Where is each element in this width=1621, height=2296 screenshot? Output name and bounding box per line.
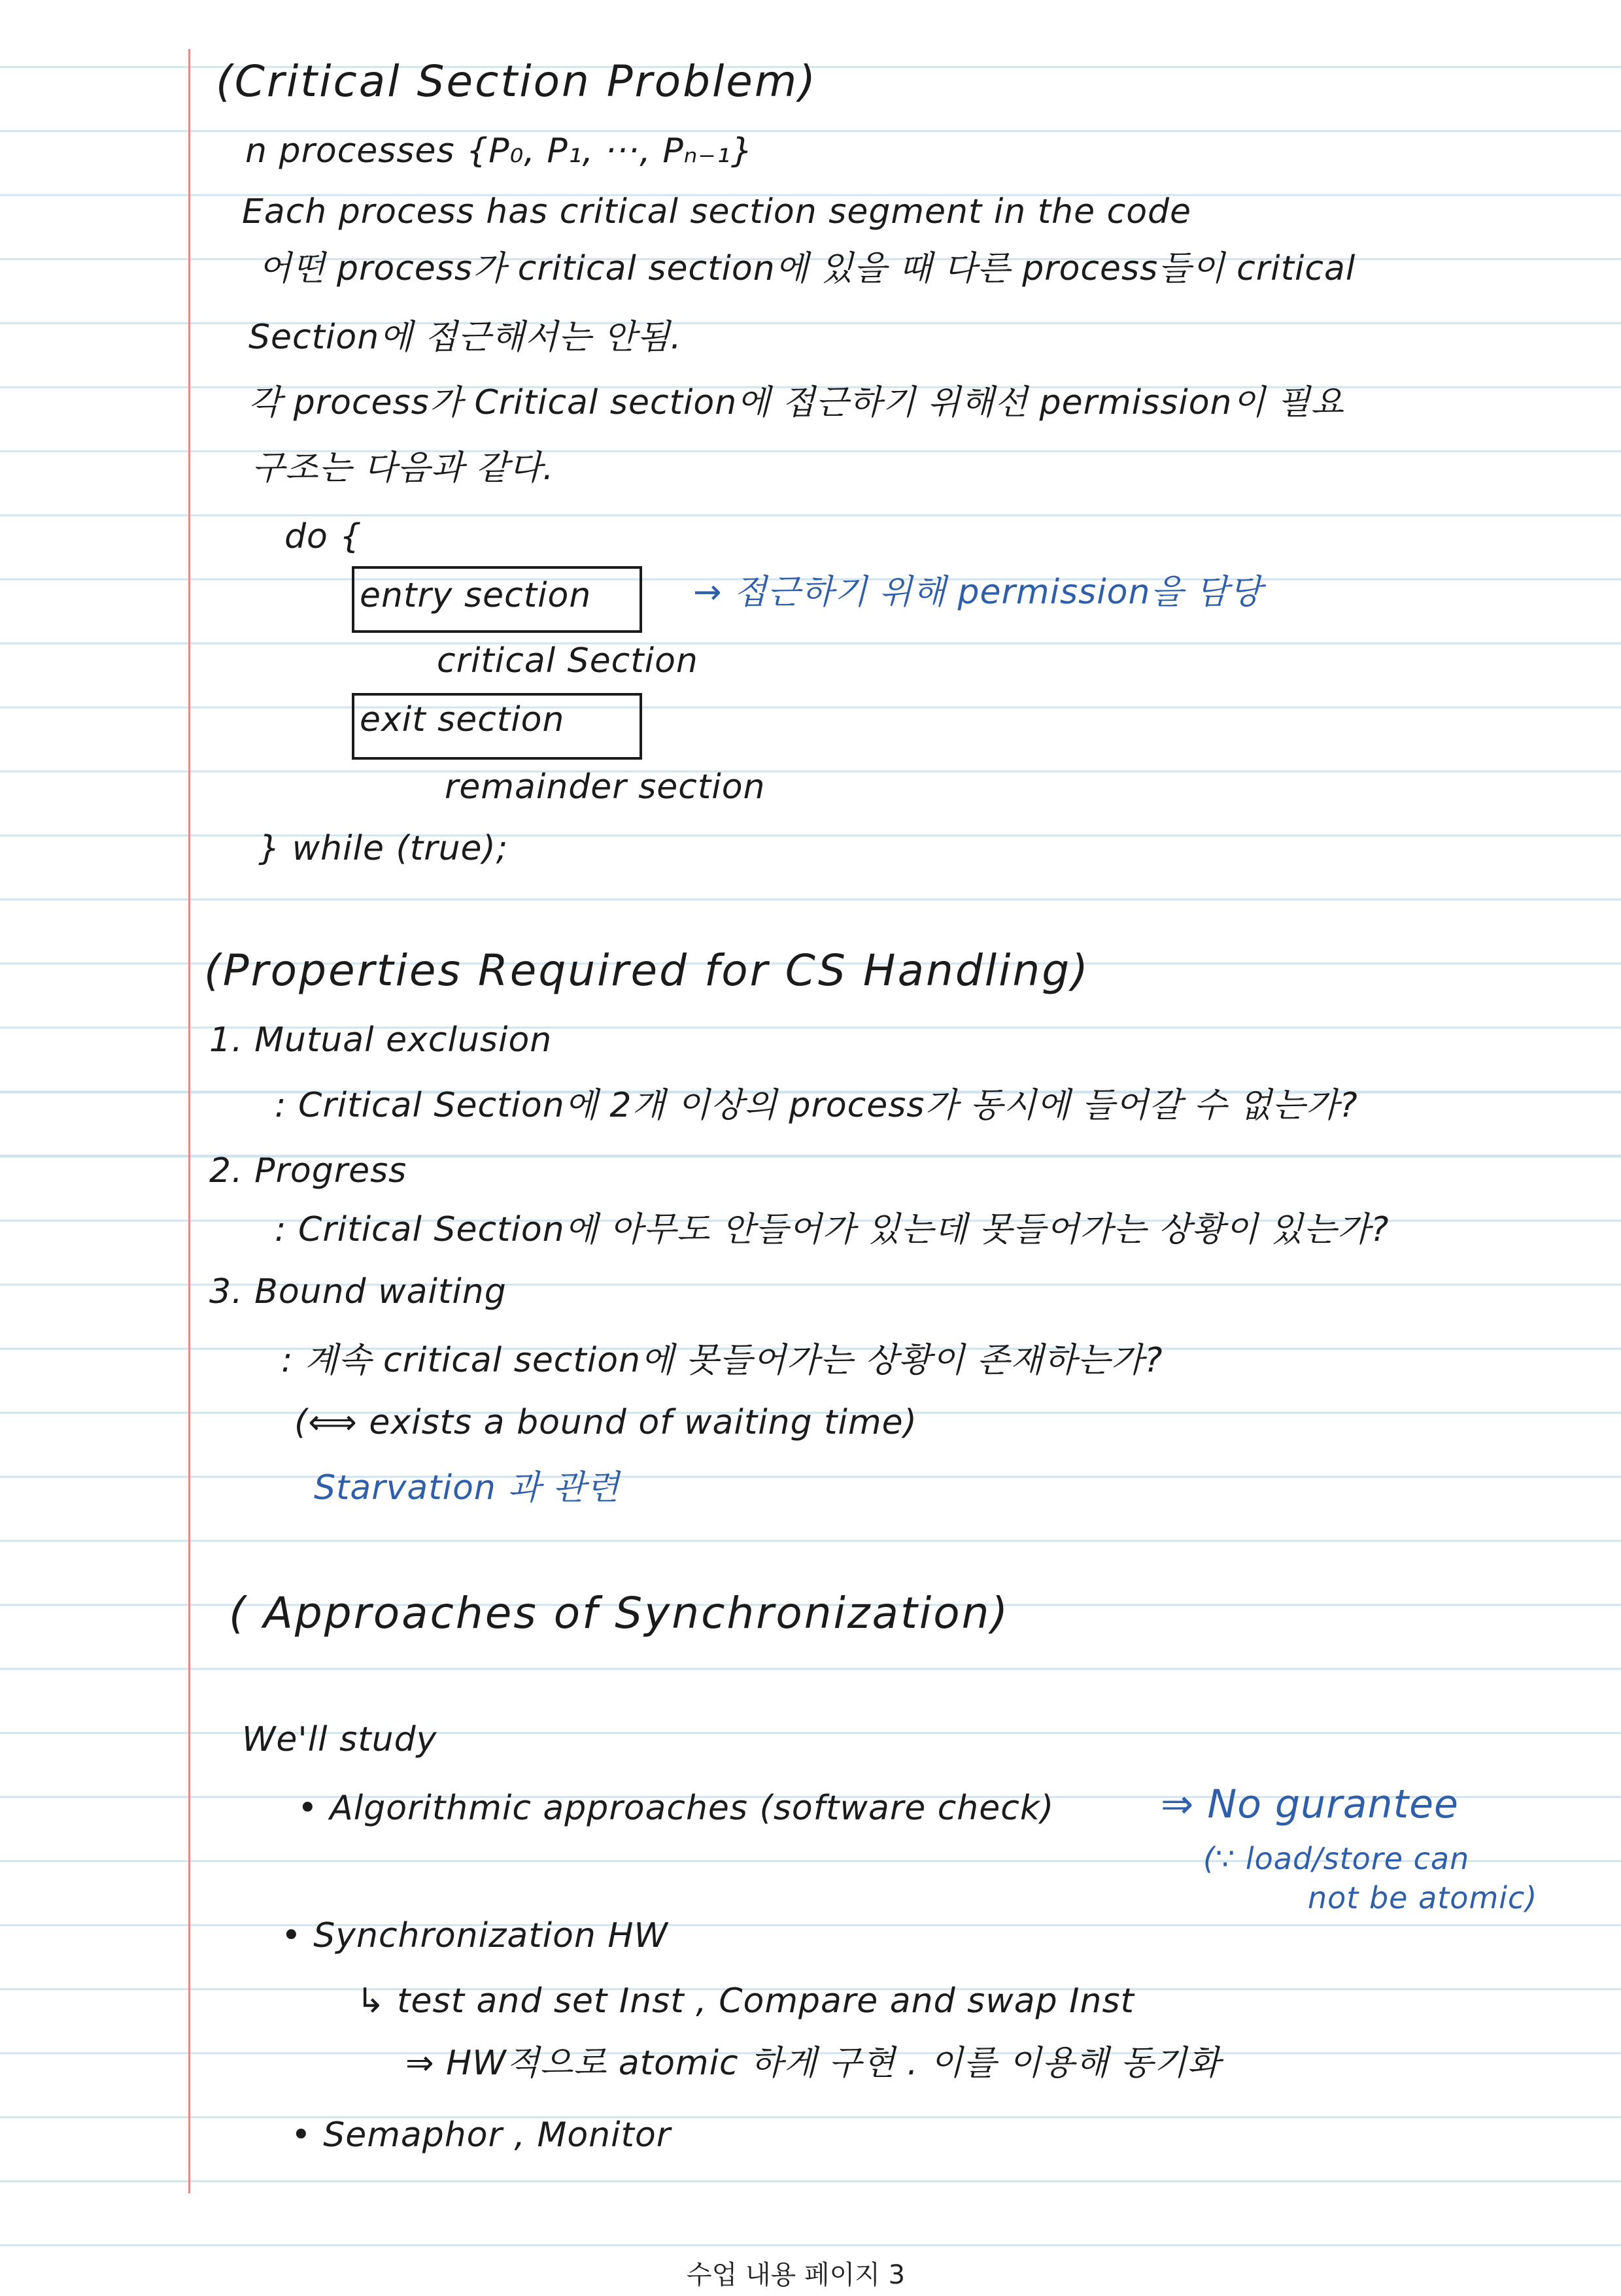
list-item-desc: : Critical Section에 2개 이상의 process가 동시에 들어갈 수 없는가? (275, 1086, 1358, 1125)
bullet-subitem: ⇒ HW적으로 atomic 하게 구현 . 이를 이용해 동기화 (405, 2044, 1221, 2083)
code-line: } while (true); (258, 829, 509, 868)
bullet-annotation: not be atomic) (1308, 1880, 1538, 1916)
bullet-subitem: ↳ test and set Inst , Compare and swap Inst (356, 1982, 1135, 2021)
list-item-annotation: Starvation 과 관련 (314, 1468, 620, 1508)
margin-line (188, 49, 190, 2193)
text-line: We'll study (242, 1720, 437, 1759)
bullet-item: • Algorithmic approaches (software check) (298, 1789, 1055, 1828)
text-line: 각 process가 Critical section에 접근하기 위해선 permission이 필요 (248, 383, 1344, 422)
entry-section-annotation: → 접근하기 위해 permission을 담당 (693, 573, 1263, 612)
list-item-title: 3. Bound waiting (209, 1272, 507, 1311)
bullet-item: • Synchronization HW (281, 1916, 668, 1955)
bullet-annotation: (∵ load/store can (1203, 1841, 1470, 1876)
list-item-desc: : Critical Section에 아무도 안들어가 있는데 못들어가는 상황이 있는가? (275, 1210, 1390, 1249)
list-item-title: 1. Mutual exclusion (209, 1021, 553, 1060)
list-item-desc: : 계속 critical section에 못들어가는 상황이 존재하는가? (281, 1341, 1163, 1380)
list-item-note: (⟺ exists a bound of waiting time) (294, 1403, 917, 1442)
bullet-item: • Semaphor , Monitor (291, 2116, 672, 2155)
exit-section-label: exit section (360, 700, 565, 739)
code-line: remainder section (445, 768, 766, 807)
list-item-title: 2. Progress (209, 1151, 407, 1190)
section-heading-critical-section: (Critical Section Problem) (216, 56, 817, 107)
text-line: 구조는 다음과 같다. (252, 448, 555, 488)
page-footer: 수업 내용 페이지 3 (687, 2260, 906, 2290)
code-line: do { (284, 517, 362, 556)
text-line: n processes {P₀, P₁, ···, Pₙ₋₁} (245, 131, 753, 171)
bullet-annotation: ⇒ No gurantee (1161, 1781, 1459, 1827)
text-line: Section에 접근해서는 안됨. (248, 318, 682, 357)
text-line: Each process has critical section segment in the code (242, 192, 1192, 231)
entry-section-label: entry section (360, 576, 592, 615)
text-line: 어떤 process가 critical section에 있을 때 다른 process들이 critical (258, 249, 1356, 288)
section-heading-approaches: ( Approaches of Synchronization) (229, 1588, 1010, 1638)
code-line: critical Section (437, 641, 698, 681)
section-heading-properties: (Properties Required for CS Handling) (204, 945, 1090, 996)
